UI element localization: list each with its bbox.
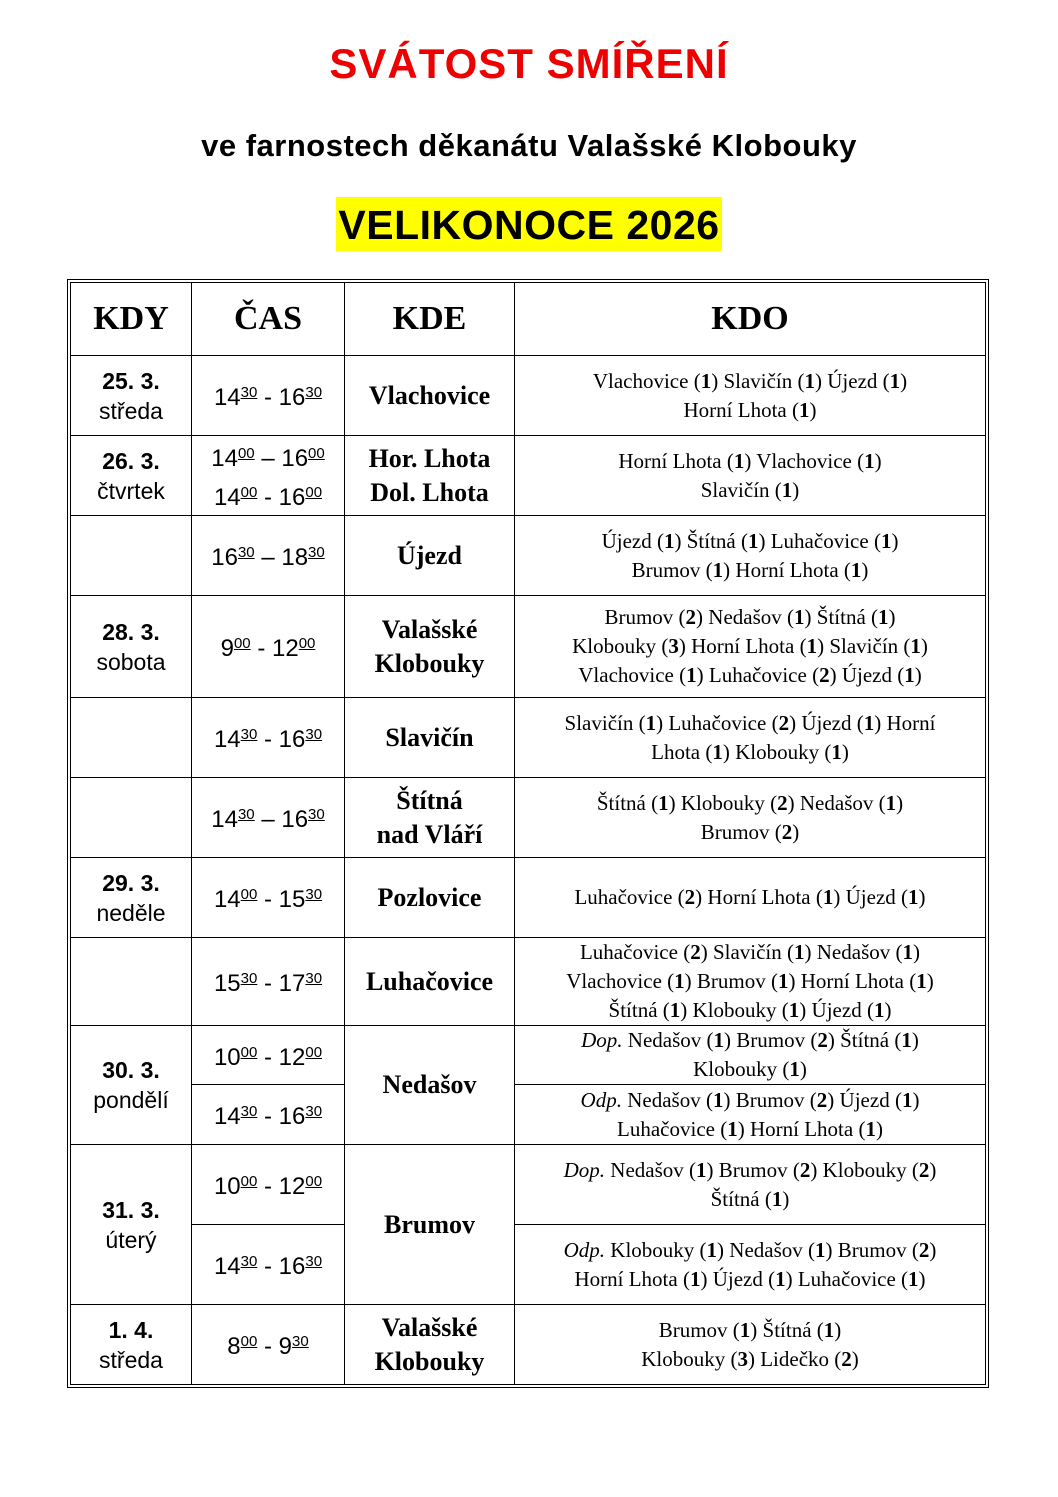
date-text: 26. 3. (102, 447, 160, 474)
time-range: $16^{30} - 18^{30}$ (211, 544, 325, 571)
count: 1 (706, 1237, 718, 1262)
count: 1 (712, 557, 724, 582)
date-cell (71, 356, 192, 436)
count: 2 (684, 885, 696, 909)
count: 1 (916, 969, 927, 993)
minutes: 00 (308, 444, 325, 462)
count: 1 (739, 1317, 751, 1342)
count: 1 (781, 477, 793, 502)
count: 2 (918, 1157, 930, 1182)
count: 1 (831, 739, 842, 764)
table-row (71, 1305, 986, 1385)
schedule-table-frame (67, 279, 989, 1388)
time-cell (192, 778, 345, 858)
count: 3 (737, 1346, 748, 1371)
place-text: Klobouky (374, 648, 485, 678)
time-range: $14^{30} - 16^{30}$ (211, 806, 325, 833)
count: 1 (798, 397, 810, 422)
place-cell (345, 596, 515, 698)
time-range: $8^{00} - 9^{30}$ (227, 1333, 309, 1360)
time-range: $14^{30} - 16^{30}$ (213, 726, 323, 753)
date-cell (71, 938, 192, 1026)
place-cell (345, 356, 515, 436)
count: 1 (700, 368, 712, 393)
participants-line: Dop. Nedašov (1) Brumov (2) Klobouky (2) (563, 1157, 937, 1182)
time-cell (192, 356, 345, 436)
count: 1 (747, 528, 759, 553)
count: 2 (778, 710, 790, 735)
count: 1 (901, 1087, 913, 1112)
date-cell (71, 1305, 192, 1385)
participants-line: Horní Lhota (1) (683, 397, 817, 422)
minutes: 00 (298, 635, 316, 652)
weekday-text: úterý (105, 1226, 157, 1253)
count: 3 (668, 634, 679, 658)
participants-line: Klobouky (1) (693, 1057, 807, 1081)
count: 1 (775, 1266, 786, 1291)
count: 1 (804, 368, 816, 393)
count: 1 (889, 368, 901, 393)
participants-line: Luhačovice (2) Slavičín (1) Nedašov (1) (579, 940, 920, 964)
minutes: 30 (240, 726, 258, 743)
participants-cell (515, 516, 986, 596)
participants-line: Brumov (1) Štítná (1) (658, 1317, 842, 1342)
minutes: 00 (240, 1043, 258, 1061)
count: 1 (908, 1266, 919, 1291)
minutes: 30 (237, 544, 255, 561)
count: 2 (777, 790, 788, 815)
count: 2 (816, 1087, 828, 1112)
place-cell (345, 778, 515, 858)
count: 1 (727, 1116, 738, 1141)
minutes: 30 (237, 806, 255, 823)
date-cell (71, 436, 192, 516)
weekday-text: středa (99, 397, 163, 424)
header-cas: ČAS (192, 283, 345, 356)
count: 1 (823, 1317, 835, 1342)
count: 1 (822, 885, 834, 909)
minutes: 00 (305, 1043, 323, 1061)
table-row (71, 436, 986, 516)
minutes: 00 (233, 635, 251, 652)
date-cell (71, 858, 192, 938)
count: 1 (789, 1057, 800, 1081)
participants-cell (515, 778, 986, 858)
count: 1 (794, 605, 805, 629)
participants-line: Vlachovice (1) Brumov (1) Horní Lhota (1) (566, 969, 934, 993)
participants-line: Luhačovice (2) Horní Lhota (1) Újezd (1) (574, 885, 926, 909)
time-cell (192, 596, 345, 698)
time-cell (192, 698, 345, 778)
place-cell (345, 436, 515, 516)
place-text: Dol. Lhota (370, 477, 489, 507)
participants-cell (515, 436, 986, 516)
minutes: 30 (240, 384, 258, 401)
minutes: 30 (305, 726, 323, 743)
participants-line: Odp. Nedašov (1) Brumov (2) Újezd (1) (580, 1087, 920, 1112)
table-row (71, 1085, 986, 1145)
weekday-text: středa (99, 1346, 163, 1373)
place-cell (345, 938, 515, 1026)
time-cell (192, 1305, 345, 1385)
count: 1 (904, 663, 915, 687)
participants-cell (515, 698, 986, 778)
count: 1 (712, 1087, 724, 1112)
participants-line: Slavičín (1) (700, 477, 800, 502)
part-prefix: Odp. (580, 1087, 628, 1112)
schedule-table (70, 282, 986, 1385)
count: 1 (674, 969, 685, 993)
time-range: $14^{00} - 16^{00}$ (213, 483, 323, 511)
minutes: 00 (240, 1333, 258, 1350)
date-text: 28. 3. (102, 618, 160, 645)
place-text: Vlachovice (368, 380, 491, 410)
participants-cell (515, 938, 986, 1026)
header-kdo: KDO (515, 283, 986, 356)
weekday-text: sobota (96, 648, 166, 675)
minutes: 00 (240, 886, 258, 903)
header-kde: KDE (345, 283, 515, 356)
participants-cell (515, 596, 986, 698)
minutes: 00 (240, 1173, 258, 1190)
minutes: 30 (240, 1103, 258, 1120)
count: 2 (817, 1028, 828, 1052)
minutes: 30 (292, 1333, 309, 1350)
count: 2 (918, 1237, 930, 1262)
time-cell (192, 436, 345, 516)
time-range: $14^{30} - 16^{30}$ (213, 1103, 323, 1130)
time-cell (192, 1145, 345, 1225)
table-row (71, 516, 986, 596)
place-cell (345, 698, 515, 778)
participants-cell (515, 1305, 986, 1385)
count: 1 (689, 1266, 701, 1291)
count: 1 (658, 790, 669, 815)
count: 1 (669, 998, 681, 1022)
time-range: $14^{00} - 16^{00}$ (211, 444, 325, 472)
part-prefix: Odp. (563, 1237, 611, 1262)
count: 1 (901, 1028, 912, 1052)
participants-line: Lhota (1) Klobouky (1) (651, 739, 849, 764)
place-text: Brumov (384, 1209, 475, 1239)
participants-cell (515, 1145, 986, 1225)
minutes: 30 (305, 384, 323, 401)
date-cell (71, 1026, 192, 1145)
date-text: 1. 4. (108, 1316, 154, 1343)
count: 1 (815, 1237, 826, 1262)
page-title: SVÁTOST SMÍŘENÍ (329, 40, 729, 87)
place-cell (345, 858, 515, 938)
page-subtitle: ve farnostech děkanátu Valašské Klobouky (201, 128, 857, 163)
count: 1 (686, 663, 697, 687)
count: 1 (864, 448, 875, 473)
table-row (71, 778, 986, 858)
count: 1 (850, 557, 862, 582)
count: 1 (713, 1028, 725, 1052)
time-cell (192, 516, 345, 596)
count: 2 (685, 605, 697, 629)
season-banner: VELIKONOCE 2026 (336, 197, 721, 251)
time-cell (192, 858, 345, 938)
count: 1 (777, 969, 789, 993)
count: 1 (863, 710, 875, 735)
date-cell (71, 596, 192, 698)
date-text: 29. 3. (102, 869, 160, 896)
table-row (71, 1145, 986, 1225)
count: 1 (878, 605, 889, 629)
weekday-text: pondělí (93, 1087, 169, 1113)
place-text: nad Vláří (376, 819, 483, 849)
place-text: Luhačovice (365, 966, 494, 996)
place-cell (345, 1026, 515, 1145)
minutes: 30 (240, 970, 258, 987)
part-prefix: Dop. (563, 1157, 611, 1182)
part-prefix: Dop. (581, 1028, 628, 1052)
count: 1 (771, 1186, 783, 1211)
minutes: 30 (305, 1103, 323, 1120)
place-text: Valašské (381, 614, 478, 644)
minutes: 30 (305, 886, 323, 903)
place-cell (345, 516, 515, 596)
participants-line: Štítná (1) Klobouky (2) Nedašov (1) (596, 790, 904, 815)
place-cell (345, 1145, 515, 1305)
participants-line: Štítná (1) (710, 1186, 790, 1211)
count: 2 (781, 819, 793, 844)
minutes: 30 (240, 1253, 258, 1270)
count: 1 (788, 998, 800, 1022)
table-row (71, 858, 986, 938)
time-cell (192, 1085, 345, 1145)
time-range: $14^{00} - 15^{30}$ (213, 886, 323, 913)
place-text: Klobouky (374, 1346, 485, 1376)
participants-cell (515, 858, 986, 938)
count: 1 (806, 634, 818, 658)
participants-line: Dop. Nedašov (1) Brumov (2) Štítná (1) (581, 1028, 919, 1052)
participants-line: Brumov (2) Nedašov (1) Štítná (1) (604, 605, 896, 629)
participants-cell (515, 356, 986, 436)
count: 1 (733, 448, 745, 473)
count: 1 (885, 790, 897, 815)
participants-cell (515, 1225, 986, 1305)
count: 1 (865, 1116, 876, 1141)
table-row (71, 1026, 986, 1085)
participants-line: Horní Lhota (1) Vlachovice (1) (618, 448, 882, 473)
count: 1 (696, 1157, 707, 1182)
place-text: Nedašov (382, 1070, 477, 1099)
count: 1 (663, 528, 675, 553)
count: 2 (690, 940, 701, 964)
count: 1 (712, 739, 723, 764)
table-row (71, 356, 986, 436)
time-range: $9^{00} - 12^{00}$ (220, 635, 316, 662)
participants-line: Štítná (1) Klobouky (1) Újezd (1) (608, 998, 892, 1022)
count: 1 (645, 710, 657, 735)
minutes: 00 (237, 444, 255, 462)
participants-line: Klobouky (3) Lidečko (2) (641, 1346, 859, 1371)
date-cell (71, 778, 192, 858)
participants-line: Brumov (1) Horní Lhota (1) (631, 557, 869, 582)
weekday-text: neděle (96, 899, 166, 926)
participants-line: Slavičín (1) Luhačovice (2) Újezd (1) Horní (564, 710, 936, 735)
time-range: $10^{00} - 12^{00}$ (213, 1043, 323, 1071)
time-cell (192, 1225, 345, 1305)
place-text: Valašské (381, 1312, 478, 1342)
participants-line: Vlachovice (1) Luhačovice (2) Újezd (1) (578, 663, 922, 687)
place-text: Štítná (396, 785, 463, 815)
place-text: Pozlovice (377, 882, 482, 912)
count: 1 (910, 634, 921, 658)
count: 1 (880, 528, 892, 553)
count: 2 (841, 1346, 852, 1371)
participants-line: Horní Lhota (1) Újezd (1) Luhačovice (1) (574, 1266, 926, 1291)
minutes: 30 (308, 544, 325, 561)
place-text: Újezd (397, 540, 462, 570)
place-cell (345, 1305, 515, 1385)
time-range: $14^{30} - 16^{30}$ (213, 1253, 323, 1280)
count: 2 (819, 663, 830, 687)
date-cell (71, 1145, 192, 1305)
participants-line: Luhačovice (1) Horní Lhota (1) (617, 1116, 883, 1141)
minutes: 00 (305, 1173, 323, 1190)
table-row (71, 1225, 986, 1305)
table-row (71, 938, 986, 1026)
minutes: 00 (305, 483, 323, 501)
participants-cell (515, 1026, 986, 1085)
count: 1 (908, 885, 919, 909)
minutes: 30 (308, 806, 325, 823)
participants-cell (515, 1085, 986, 1145)
place-text: Slavičín (385, 722, 474, 752)
table-row (71, 698, 986, 778)
time-cell (192, 938, 345, 1026)
time-range: $15^{30} - 17^{30}$ (213, 970, 323, 997)
count: 1 (902, 940, 913, 964)
participants-line: Újezd (1) Štítná (1) Luhačovice (1) (601, 528, 899, 553)
participants-line: Vlachovice (1) Slavičín (1) Újezd (1) (592, 368, 908, 393)
date-cell (71, 516, 192, 596)
table-header-row (71, 283, 986, 356)
table-row (71, 596, 986, 698)
date-text: 30. 3. (102, 1057, 160, 1083)
date-cell (71, 698, 192, 778)
count: 1 (873, 998, 885, 1022)
participants-line: Brumov (2) (700, 819, 800, 844)
count: 2 (799, 1157, 811, 1182)
time-range: $10^{00} - 12^{00}$ (213, 1173, 323, 1200)
header-kdy: KDY (71, 283, 192, 356)
place-text: Hor. Lhota (368, 443, 491, 473)
minutes: 00 (240, 483, 258, 501)
participants-line: Odp. Klobouky (1) Nedašov (1) Brumov (2) (563, 1237, 937, 1262)
time-range: $14^{30} - 16^{30}$ (213, 384, 323, 411)
date-text: 31. 3. (102, 1196, 160, 1223)
weekday-text: čtvrtek (97, 477, 165, 504)
time-cell (192, 1026, 345, 1085)
minutes: 30 (305, 1253, 323, 1270)
date-text: 25. 3. (102, 367, 160, 394)
count: 1 (794, 940, 805, 964)
participants-line: Klobouky (3) Horní Lhota (1) Slavičín (1) (572, 634, 928, 658)
minutes: 30 (305, 970, 323, 987)
